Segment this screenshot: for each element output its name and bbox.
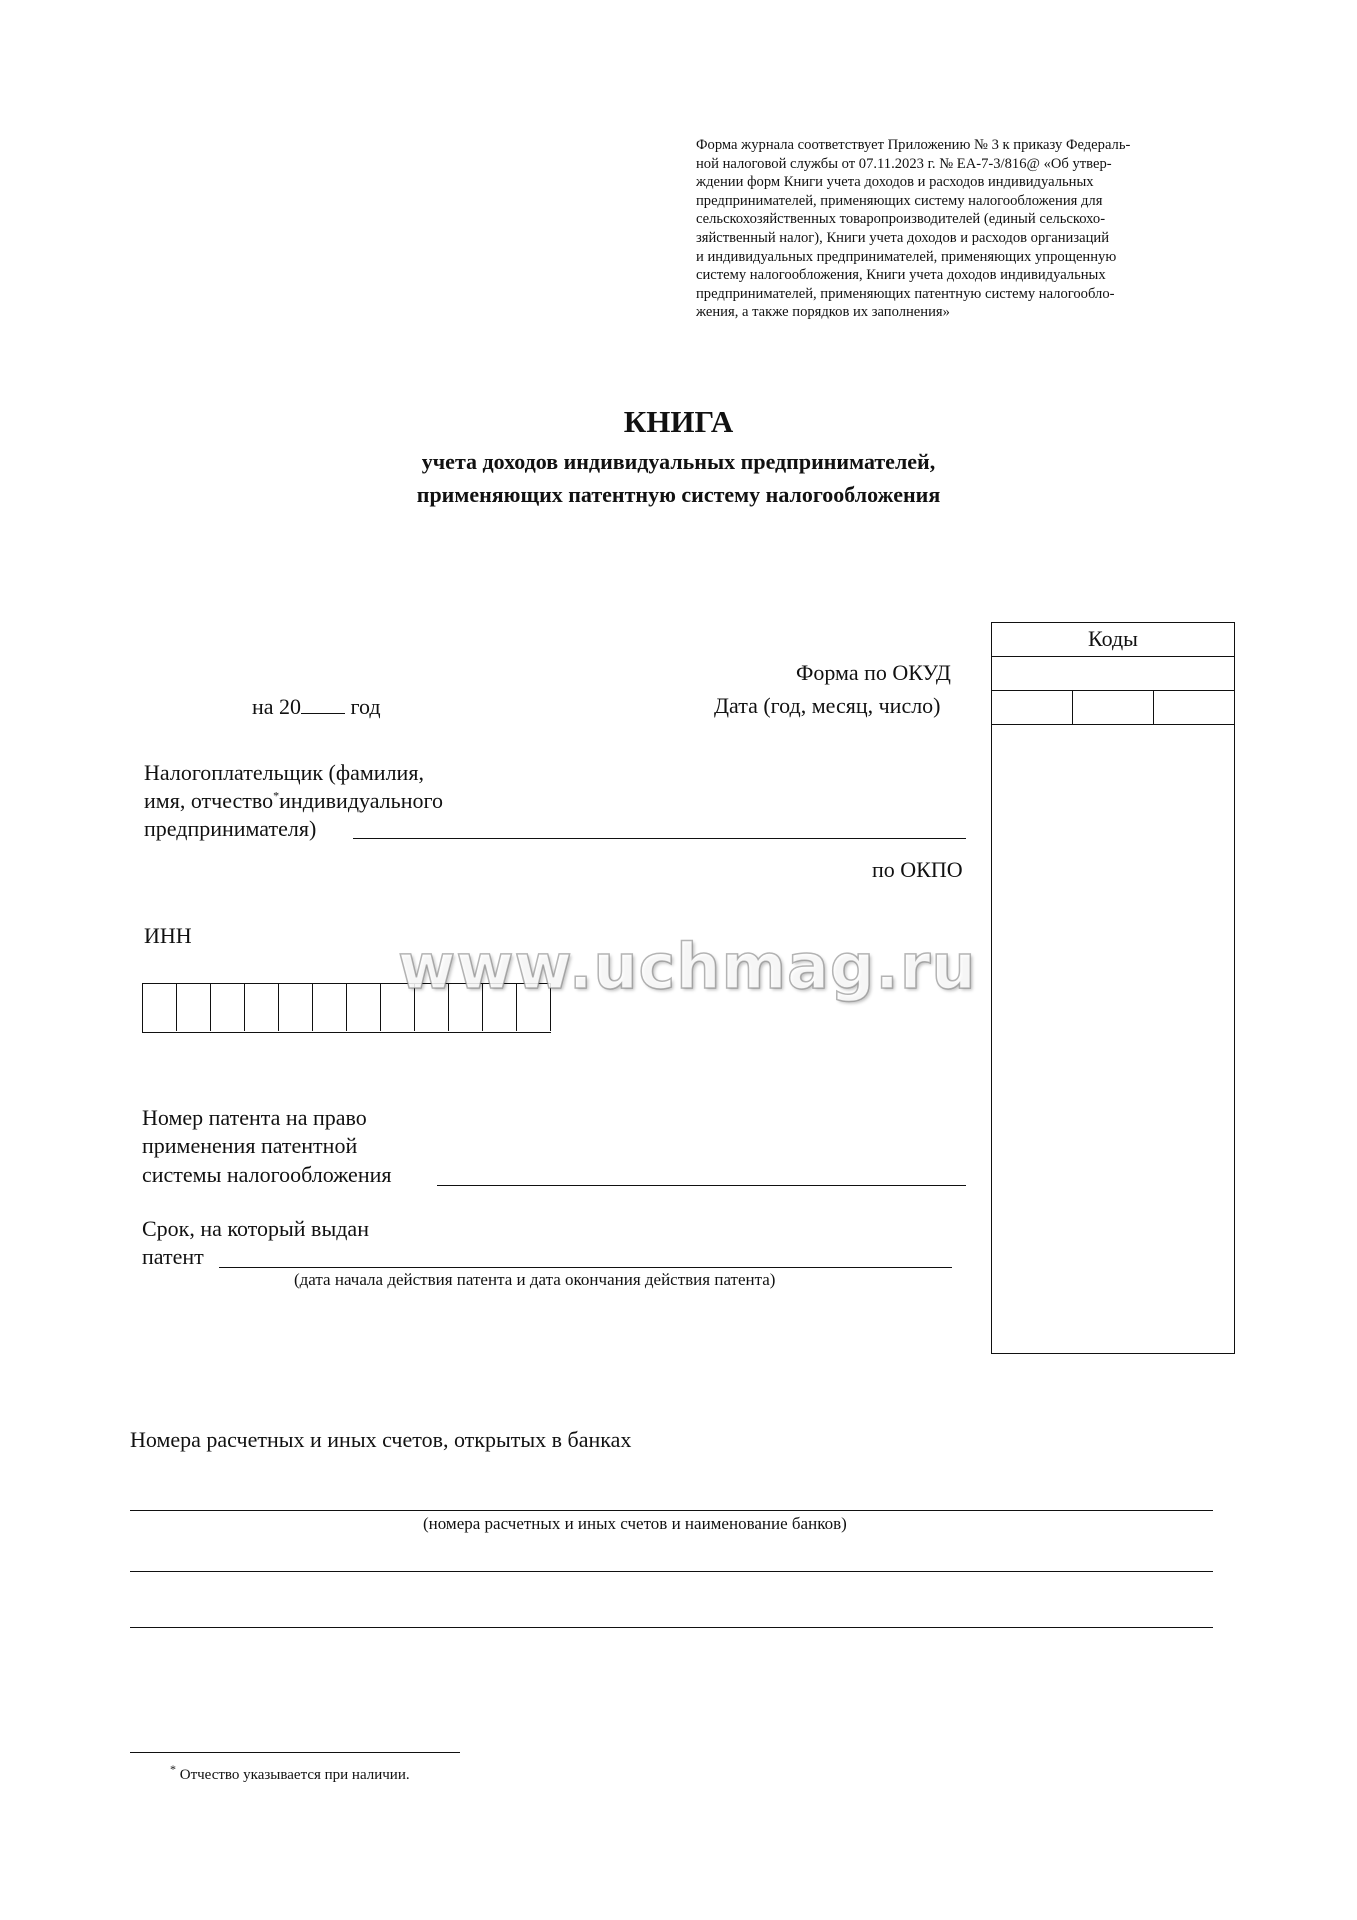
footnote-separator <box>130 1752 460 1753</box>
date-year-field[interactable] <box>992 691 1073 724</box>
patent-label-line-3: системы налогообложения <box>142 1162 392 1187</box>
note-line: предпринимателей, применяющих систему налогообложения для <box>696 192 1103 209</box>
accounts-input-line-3[interactable] <box>130 1627 1213 1628</box>
okpo-label: по ОКПО <box>872 857 963 882</box>
inn-digit-cell[interactable] <box>211 984 245 1031</box>
document-title: КНИГА <box>623 404 734 439</box>
note-line: и индивидуальных предпринимателей, применяющих упрощенную <box>696 248 1117 265</box>
footnote <box>170 1762 410 1784</box>
footnote-star: * <box>170 1762 176 1776</box>
patent-label-line-1: Номер патента на право <box>142 1105 367 1130</box>
okud-code-field[interactable] <box>992 657 1234 691</box>
inn-digit-cell[interactable] <box>245 984 279 1031</box>
taxpayer-label-line-1: Налогоплательщик (фамилия, <box>144 760 424 785</box>
year-input-line[interactable] <box>301 691 345 714</box>
codes-header: Коды <box>992 623 1234 657</box>
date-code-fields <box>992 691 1234 725</box>
form-reference-note <box>696 136 1237 322</box>
codes-table <box>991 622 1235 1354</box>
taxpayer-label-part: имя, отчество <box>144 788 274 813</box>
accounts-label: Номера расчетных и иных счетов, открытых в банках <box>130 1427 632 1452</box>
patent-number-input-line[interactable] <box>437 1185 966 1186</box>
year-prefix: на 20 <box>252 694 302 719</box>
date-month-field[interactable] <box>1073 691 1154 724</box>
note-line: Форма журнала соответствует Приложению № 3 к приказу Федераль- <box>696 137 1131 153</box>
patent-term-input-line[interactable] <box>219 1267 952 1268</box>
year-line <box>252 691 381 722</box>
note-line: жения, а также порядков их заполнения» <box>696 304 950 321</box>
inn-digit-cell[interactable] <box>347 984 381 1031</box>
note-line: сельскохозяйственных товаропроизводителей (единый сельскохо- <box>696 211 1106 228</box>
taxpayer-label-line-2 <box>144 786 443 816</box>
year-suffix: год <box>350 694 381 719</box>
inn-label: ИНН <box>144 923 192 948</box>
okud-label: Форма по ОКУД <box>796 660 951 685</box>
footnote-text: Отчество указывается при наличии. <box>176 1767 410 1783</box>
document-subtitle-line-1: учета доходов индивидуальных предпринимателей, <box>421 449 936 474</box>
inn-digit-cell[interactable] <box>279 984 313 1031</box>
note-line: ной налоговой службы от 07.11.2023 г. № ЕА-7-3/816@ «Об утвер- <box>696 155 1112 172</box>
inn-digit-cell[interactable] <box>143 984 177 1031</box>
taxpayer-label-part: индивидуального <box>279 788 443 813</box>
document-subtitle-line-2: применяющих патентную систему налогообложения <box>416 482 941 507</box>
watermark: www.uchmag.ru <box>398 930 977 1003</box>
note-line: предпринимателей, применяющих патентную систему налогообло- <box>696 285 1115 302</box>
accounts-input-line-2[interactable] <box>130 1571 1213 1572</box>
okpo-code-field[interactable] <box>992 725 1234 1353</box>
inn-digit-cell[interactable] <box>177 984 211 1031</box>
note-line: ждении форм Книги учета доходов и расходов индивидуальных <box>696 174 1094 191</box>
taxpayer-label-line-3: предпринимателя) <box>144 816 317 841</box>
accounts-input-line-1[interactable] <box>130 1510 1213 1511</box>
note-line: зяйственный налог), Книги учета доходов и расходов организаций <box>696 229 1110 246</box>
accounts-caption: (номера расчетных и иных счетов и наименование банков) <box>423 1514 847 1533</box>
date-label: Дата (год, месяц, число) <box>714 693 941 718</box>
date-day-field[interactable] <box>1154 691 1234 724</box>
inn-digit-cell[interactable] <box>313 984 347 1031</box>
footnote-marker: * <box>273 788 280 803</box>
patent-term-caption: (дата начала действия патента и дата окончания действия патента) <box>294 1270 776 1289</box>
term-label-line-2: патент <box>142 1244 204 1269</box>
note-line: систему налогообложения, Книги учета доходов индивидуальных <box>696 267 1106 284</box>
term-label-line-1: Срок, на который выдан <box>142 1216 369 1241</box>
patent-label-line-2: применения патентной <box>142 1133 358 1158</box>
taxpayer-name-input-line[interactable] <box>353 838 966 839</box>
